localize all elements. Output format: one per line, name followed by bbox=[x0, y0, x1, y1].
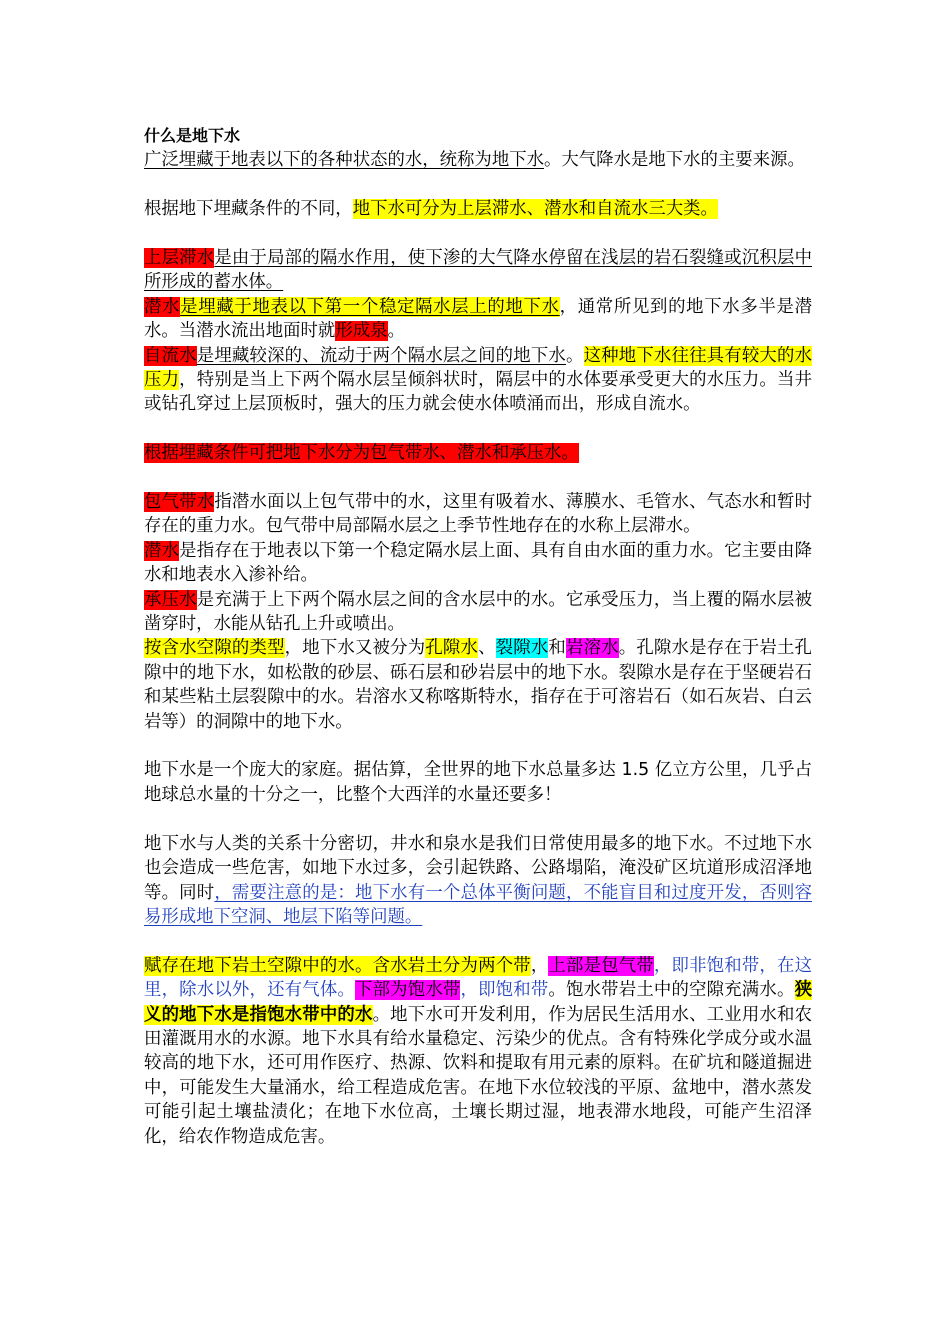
spacer bbox=[144, 929, 812, 953]
upper-zone-highlight: 上部是包气带 bbox=[548, 955, 654, 976]
spacer bbox=[144, 466, 812, 490]
term-phreatic-water-2: 潜水 bbox=[144, 540, 180, 561]
vadose-water-rest: 指潜水面以上包气带中的水，这里有吸着水、薄膜水、毛管水、气态水和暂时存在的重力水。包气带中局部隔水层之上季节性地存在的水称上层滞水。 bbox=[144, 492, 812, 537]
zones-highlight: 赋存在地下岩土空隙中的水。含水岩土分为两个带 bbox=[144, 955, 531, 976]
zones-sep: ， bbox=[530, 955, 549, 976]
term-phreatic-water: 潜水 bbox=[144, 296, 181, 317]
document-body bbox=[144, 124, 812, 1149]
phreatic-water-def: 是埋藏于地表以下第一个稳定隔水层上的地下水 bbox=[180, 296, 560, 317]
volume-number: 1.5 bbox=[615, 760, 655, 781]
spacer bbox=[144, 734, 812, 758]
spacer bbox=[144, 417, 812, 441]
paragraph-vadose-water bbox=[144, 490, 812, 539]
paragraph-artesian-water bbox=[144, 344, 812, 417]
paragraph-confined-water bbox=[144, 588, 812, 637]
confined-water-rest: 是充满于上下两个隔水层之间的含水层中的水。它承受压力，当上覆的隔水层被凿穿时，水能从钻孔上升或喷出。 bbox=[144, 589, 812, 635]
artesian-water-dot: 。 bbox=[565, 345, 584, 366]
paragraph-definition bbox=[144, 148, 812, 172]
artesian-water-def: 是埋藏较深的、流动于两个隔水层之间的地下水 bbox=[196, 345, 566, 366]
spacer bbox=[144, 173, 812, 197]
void-sep-1: 、 bbox=[478, 638, 496, 659]
paragraph-void-types bbox=[144, 636, 812, 734]
paragraph-classification bbox=[144, 197, 812, 221]
artesian-water-highlight: 这种地下水往往具有较大的水压力 bbox=[144, 345, 812, 391]
artesian-water-rest: ，特别是当上下两个隔水层呈倾斜状时，隔层中的水体要承受更大的水压力。当井或钻孔穿过上层顶板时，强大的压力就会使水体喷涌而出，形成自流水。 bbox=[144, 370, 812, 415]
term-karst-water: 岩溶水 bbox=[566, 638, 619, 659]
zones-a: 。饱水带岩土中的空隙充满水。 bbox=[548, 980, 795, 1001]
volume-b: 亿立方公里，几乎占地球总水量的十分之一，比整个大西洋的水量还要多！ bbox=[144, 760, 812, 805]
spring-highlight: 形成泉 bbox=[335, 321, 388, 342]
term-confined-water: 承压水 bbox=[144, 589, 197, 610]
paragraph-human-relation bbox=[144, 832, 812, 930]
paragraph-phreatic-water bbox=[144, 295, 812, 344]
spacer bbox=[144, 807, 812, 831]
spacer bbox=[144, 222, 812, 246]
paragraph-phreatic-water-2 bbox=[144, 539, 812, 588]
saturated-zone-text: ，即饱和带 bbox=[460, 980, 549, 1001]
paragraph-perched-water bbox=[144, 246, 812, 295]
zones-rest: 。地下水可开发利用，作为居民生活用水、工业用水和农田灌溉用水的水源。地下水具有给水量稳定、污染少的优点。含有特殊化学成分或水温较高的地下水，还可用作医疗、热源、饮料和提取有用元素的原料。在矿坑和隧道掘进中，可能发生大量涌水，给工程造成危害。在地下水位较浅的平原、盆地中，潜水蒸发可能引起土壤盐渍化；在地下水位高，土壤长期过湿，地表滞水地段，可能产生沼泽化，给农作物造成危害。 bbox=[144, 1004, 812, 1147]
human-relation-text: 地下水与人类的关系十分密切，井水和泉水是我们日常使用最多的地下水。不过地下水也会造成一些危害，如地下水过多，会引起铁路、公路塌陷，淹没矿区坑道形成沼泽地等。同时 bbox=[144, 833, 812, 903]
term-vadose-water: 包气带水 bbox=[144, 492, 215, 513]
perched-water-def-b: ，使下渗的大气降水停留在浅层的岩石裂缝或沉积层中所形成的蓄水体。 bbox=[144, 248, 812, 293]
paragraph-burial-classification bbox=[144, 441, 812, 465]
term-pore-water: 孔隙水 bbox=[425, 638, 479, 659]
paragraph-volume bbox=[144, 758, 812, 807]
document-title: 什么是地下水 bbox=[144, 126, 241, 145]
void-sep-2: 和 bbox=[548, 638, 566, 659]
unsaturated-zone-text: ，即非饱和带，在这里，除水以外，还有气体。 bbox=[144, 955, 812, 1001]
phreatic-water-end: 。 bbox=[387, 321, 405, 342]
phreatic-water-mid: ，通常所见到的地下水多半是潜水。当潜水流出地面时就 bbox=[144, 296, 812, 342]
definition-rest: 。大气降水是地下水的主要来源。 bbox=[544, 150, 805, 171]
classification-lead: 根据地下埋藏条件的不同， bbox=[144, 199, 353, 220]
term-artesian-water: 自流水 bbox=[144, 345, 197, 366]
classification-highlight: 地下水可分为上层滞水、潜水和自流水三大类。 bbox=[352, 199, 718, 220]
paragraph-zones bbox=[144, 954, 812, 1149]
burial-classification-highlight: 根据埋藏条件可把地下水分为包气带水、潜水和承压水。 bbox=[144, 443, 579, 464]
void-type-highlight: 按含水空隙的类型 bbox=[144, 638, 285, 659]
definition-text: 广泛埋藏于地表以下的各种状态的水，统称为地下水 bbox=[144, 150, 544, 171]
caution-link[interactable]: ，需要注意的是：地下水有一个总体平衡问题，不能盲目和过度开发，否则容易形成地下空洞、地层下陷等问题。 bbox=[144, 882, 812, 927]
narrow-definition-bold: 狭义的地下水是指饱水带中的水 bbox=[144, 980, 812, 1025]
perched-water-def-a: 是由于局部的隔水作用 bbox=[214, 248, 391, 268]
phreatic-water-2-rest: 是指存在于地表以下第一个稳定隔水层上面、具有自由水面的重力水。它主要由降水和地表水入渗补给。 bbox=[144, 540, 812, 586]
void-type-a: ，地下水又被分为 bbox=[284, 638, 426, 659]
term-fissure-water: 裂隙水 bbox=[495, 638, 549, 659]
void-type-rest: 。孔隙水是存在于岩土孔隙中的地下水，如松散的砂层、砾石层和砂岩层中的地下水。裂隙水是存在于坚硬岩石和某些粘土层裂隙中的水。岩溶水又称喀斯特水，指存在于可溶岩石（如石灰岩、白云岩等）的洞隙中的地下水。 bbox=[144, 638, 812, 732]
lower-zone-highlight: 下部为饱水带 bbox=[354, 980, 461, 1001]
term-perched-water: 上层滞水 bbox=[144, 248, 215, 268]
volume-a: 地下水是一个庞大的家庭。据估算，全世界的地下水总量多达 bbox=[144, 760, 616, 781]
